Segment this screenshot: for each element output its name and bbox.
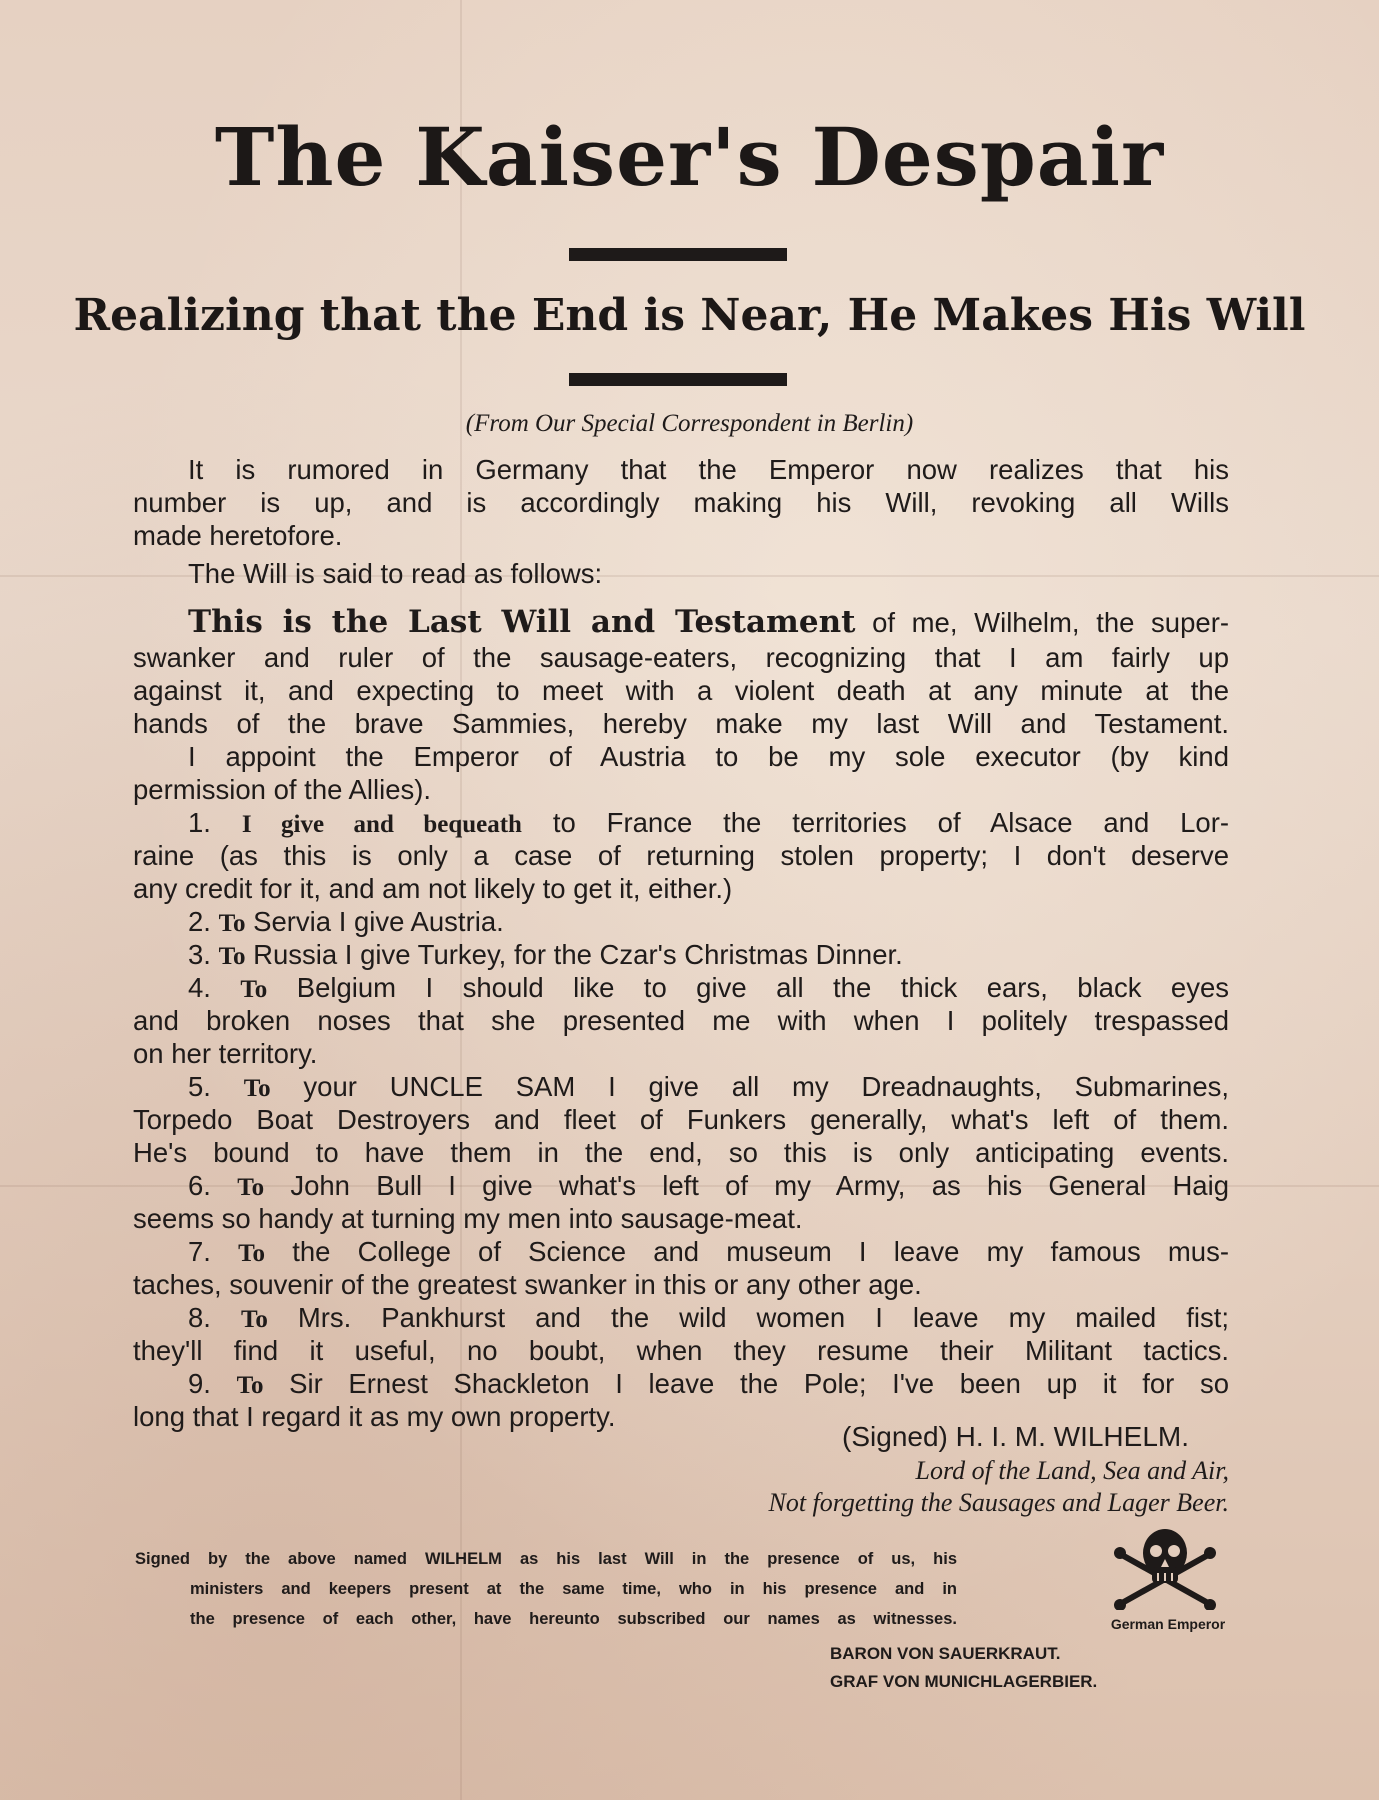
- item-number: 8.: [188, 1302, 211, 1333]
- item-line: seems so handy at turning my men into sausage-meat.: [133, 1203, 803, 1234]
- item-number: 3.: [188, 939, 211, 970]
- item-line: [188, 1301, 1229, 1335]
- item-text: your UNCLE SAM I give all my Dreadnaughts, Submarines,: [303, 1071, 1230, 1102]
- item-line: [188, 905, 1229, 939]
- will-line: swanker and ruler of the sausage-eaters, recognizing that I am fairly up: [133, 642, 1229, 673]
- item-line: [188, 1169, 1229, 1203]
- item-text: the College of Science and museum I leave my famous mus-: [292, 1236, 1229, 1267]
- item-line: [188, 1235, 1229, 1269]
- will-line: permission of the Allies).: [133, 774, 432, 805]
- item-keyword: To: [218, 943, 246, 970]
- item-text: John Bull I give what's left of my Army, as his General Haig: [290, 1170, 1230, 1201]
- item-line: [188, 938, 1229, 972]
- item-number: 6.: [188, 1170, 211, 1201]
- divider-rule: [569, 373, 787, 386]
- item-number: 2.: [188, 906, 211, 937]
- item-number: 1.: [188, 807, 211, 838]
- will-line: hands of the brave Sammies, hereby make my last Will and Testament.: [133, 708, 1229, 739]
- will-opening: [188, 602, 1229, 642]
- item-number: 4.: [188, 972, 211, 1003]
- item-line: He's bound to have them in the end, so this is only anticipating events.: [133, 1137, 1229, 1168]
- item-text: Servia I give Austria.: [253, 906, 504, 937]
- item-keyword: To: [240, 1306, 268, 1333]
- item-text: Russia I give Turkey, for the Czar's Christmas Dinner.: [253, 939, 903, 970]
- item-line: Torpedo Boat Destroyers and fleet of Funkers generally, what's left of them.: [133, 1104, 1229, 1135]
- signature-title: Lord of the Land, Sea and Air,: [915, 1456, 1229, 1485]
- item-line: any credit for it, and am not likely to get it, either.): [133, 873, 733, 904]
- item-line: [188, 1070, 1229, 1104]
- item-line: long that I regard it as my own property.: [133, 1401, 616, 1432]
- signature-title: Not forgetting the Sausages and Lager Beer.: [768, 1488, 1229, 1517]
- item-keyword: To: [240, 976, 268, 1003]
- skull-crossbones-icon: [1110, 1525, 1220, 1610]
- item-text: Belgium I should like to give all the thick ears, black eyes: [296, 972, 1230, 1003]
- item-number: 9.: [188, 1368, 211, 1399]
- witness-name: BARON VON SAUERKRAUT.: [830, 1644, 1061, 1663]
- item-keyword: To: [238, 1240, 266, 1267]
- item-text: to France the territories of Alsace and Lor-: [552, 807, 1230, 838]
- item-keyword: To: [218, 910, 246, 937]
- item-number: 5.: [188, 1071, 211, 1102]
- emblem-caption: German Emperor: [1110, 1616, 1226, 1632]
- item-line: and broken noses that she presented me with when I politely trespassed: [133, 1005, 1229, 1036]
- will-text: of me, Wilhelm, the super-: [872, 607, 1230, 638]
- item-keyword: I give and bequeath: [241, 811, 522, 838]
- witness-line: Signed by the above named WILHELM as his last Will in the presence of us, his: [135, 1550, 957, 1568]
- item-keyword: To: [237, 1174, 265, 1201]
- witness-line: ministers and keepers present at the same time, who in his presence and in: [190, 1580, 957, 1598]
- will-line: against it, and expecting to meet with a violent death at any minute at the: [133, 675, 1229, 706]
- subtitle: Realizing that the End is Near, He Makes His Will: [73, 290, 1306, 341]
- item-line: they'll find it useful, no boubt, when they resume their Militant tactics.: [133, 1335, 1229, 1366]
- intro-line: number is up, and is accordingly making his Will, revoking all Wills: [133, 487, 1229, 518]
- item-text: Sir Ernest Shackleton I leave the Pole; I've been up it for so: [289, 1368, 1230, 1399]
- witness-name: GRAF VON MUNICHLAGERBIER.: [830, 1672, 1098, 1691]
- item-keyword: To: [236, 1372, 264, 1399]
- intro-line: The Will is said to read as follows:: [188, 558, 603, 589]
- item-line: [188, 1367, 1229, 1401]
- signature: (Signed) H. I. M. WILHELM.: [842, 1421, 1189, 1452]
- item-line: [188, 971, 1229, 1005]
- item-line: raine (as this is only a case of returning stolen property; I don't deserve: [133, 840, 1229, 871]
- will-heading: This is the Last Will and Testament: [188, 604, 856, 640]
- item-line: on her territory.: [133, 1038, 318, 1069]
- witness-line: the presence of each other, have hereunto subscribed our names as witnesses.: [190, 1610, 957, 1628]
- will-line: I appoint the Emperor of Austria to be my sole executor (by kind: [188, 741, 1229, 772]
- page-title: The Kaiser's Despair: [214, 110, 1165, 204]
- item-line: [188, 806, 1229, 840]
- item-keyword: To: [243, 1075, 271, 1102]
- item-number: 7.: [188, 1236, 211, 1267]
- divider-rule: [569, 248, 787, 261]
- byline: (From Our Special Correspondent in Berlin): [465, 410, 914, 437]
- intro-line: It is rumored in Germany that the Emperor now realizes that his: [188, 454, 1229, 485]
- item-text: Mrs. Pankhurst and the wild women I leave my mailed fist;: [297, 1302, 1229, 1333]
- intro-line: made heretofore.: [133, 520, 343, 551]
- item-line: taches, souvenir of the greatest swanker in this or any other age.: [133, 1269, 922, 1300]
